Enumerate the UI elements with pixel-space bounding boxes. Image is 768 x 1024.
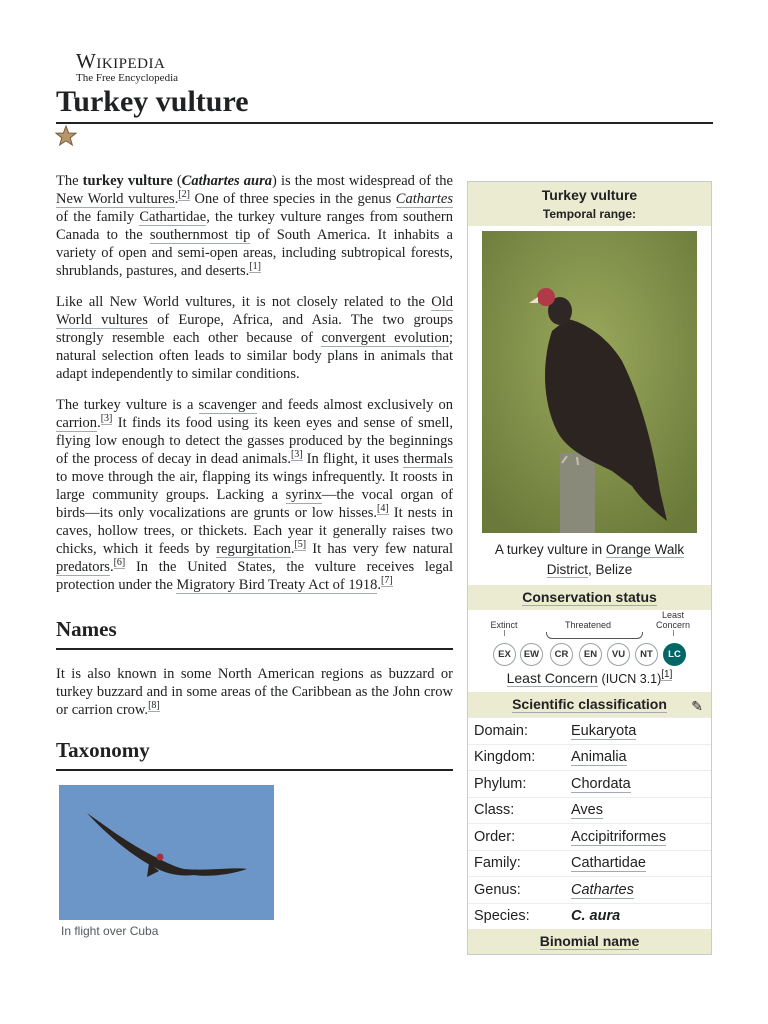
ref-link[interactable]: [1] bbox=[249, 261, 261, 273]
turkey-vulture-photo[interactable] bbox=[482, 231, 697, 533]
link-cathartes[interactable]: Cathartes bbox=[395, 191, 453, 207]
link-convergent-evolution[interactable]: convergent evolution bbox=[321, 330, 449, 346]
taxon-link[interactable]: Cathartidae bbox=[571, 855, 646, 872]
infobox-image-caption: A turkey vulture in Orange Walk District, Belize bbox=[468, 533, 711, 585]
status-vu[interactable]: VU bbox=[607, 643, 630, 666]
table-row bbox=[468, 744, 711, 771]
section-heading-names: Names bbox=[56, 616, 453, 650]
tick-extinct bbox=[504, 630, 505, 636]
rank-label: Phylum: bbox=[474, 775, 527, 792]
table-row bbox=[468, 903, 711, 930]
threatened-bracket bbox=[546, 632, 643, 639]
section-heading-taxonomy: Taxonomy bbox=[56, 737, 453, 771]
table-row bbox=[468, 850, 711, 877]
ref-link[interactable]: [7] bbox=[381, 575, 393, 587]
link-scavenger[interactable]: scavenger bbox=[198, 397, 257, 413]
link-migratory-bird-treaty-act[interactable]: Migratory Bird Treaty Act of 1918 bbox=[176, 577, 378, 593]
label-concern: Concern bbox=[655, 620, 691, 630]
table-row bbox=[468, 823, 711, 850]
status-en[interactable]: EN bbox=[579, 643, 602, 666]
link-syrinx[interactable]: syrinx bbox=[285, 487, 322, 503]
rank-label: Species: bbox=[474, 908, 530, 925]
taxon-link[interactable]: Aves bbox=[571, 802, 603, 819]
ref-link[interactable]: [3] bbox=[290, 449, 303, 461]
label-least: Least bbox=[661, 610, 685, 620]
logo-tagline: The Free Encyclopedia bbox=[76, 72, 179, 84]
rank-label: Family: bbox=[474, 855, 521, 872]
taxon-link[interactable]: Eukaryota bbox=[571, 722, 637, 739]
infobox-title: Turkey vulture bbox=[541, 187, 638, 203]
taxon-link[interactable]: Chordata bbox=[571, 775, 631, 792]
conservation-status-scale bbox=[468, 610, 711, 692]
tick-least-concern bbox=[673, 630, 674, 636]
species-name: C. aura bbox=[571, 908, 621, 925]
label-extinct: Extinct bbox=[490, 620, 518, 630]
wikipedia-logo[interactable] bbox=[76, 50, 216, 84]
status-lc[interactable]: LC bbox=[663, 643, 686, 666]
table-row bbox=[468, 717, 711, 744]
lead-paragraph-1: The turkey vulture (Cathartes aura) is the most widespread of the New World vultures.[2] One of three species in the genus Cathartes of the family Cathartidae, the turkey vulture ranges from southern Canada to the southernmost tip of South America. It inhabits a variety of open and semi-open areas, including subtropical forests, shrublands, pastures, and deserts.[1] bbox=[56, 173, 453, 279]
binomial-name-heading bbox=[468, 929, 711, 954]
vulture-in-flight-image bbox=[59, 785, 274, 920]
image-caption: In flight over Cuba bbox=[61, 924, 159, 938]
table-row bbox=[468, 797, 711, 824]
taxon-link[interactable]: Cathartes bbox=[571, 881, 634, 898]
perched-vulture-image bbox=[482, 231, 697, 533]
ref-link[interactable]: [6] bbox=[113, 557, 126, 569]
ref-link[interactable]: [3] bbox=[100, 413, 113, 425]
ref-link[interactable]: [4] bbox=[377, 503, 389, 515]
conservation-status-heading bbox=[468, 585, 711, 610]
rank-label: Genus: bbox=[474, 881, 521, 898]
infobox-header bbox=[468, 182, 711, 226]
bronze-star-icon[interactable] bbox=[54, 124, 78, 148]
status-ew[interactable]: EW bbox=[520, 643, 543, 666]
rank-label: Domain: bbox=[474, 722, 528, 739]
rank-label: Kingdom: bbox=[474, 749, 536, 766]
link-new-world-vultures[interactable]: New World vultures bbox=[56, 191, 175, 207]
link-orange-walk-district[interactable]: Orange Walk District bbox=[546, 542, 685, 577]
link-least-concern[interactable]: Least Concern bbox=[506, 670, 598, 686]
link-scientific-classification[interactable]: Scientific classification bbox=[512, 696, 667, 712]
ref-link[interactable]: [2] bbox=[178, 189, 190, 201]
label-threatened: Threatened bbox=[564, 620, 612, 630]
ref-link[interactable]: [1] bbox=[661, 669, 673, 681]
classification-table bbox=[468, 717, 711, 929]
link-old-world-vultures[interactable]: Old World vultures bbox=[56, 294, 453, 328]
status-ex[interactable]: EX bbox=[493, 643, 516, 666]
rank-label: Class: bbox=[474, 802, 515, 819]
flight-photo[interactable] bbox=[59, 785, 274, 920]
article-body bbox=[56, 172, 453, 938]
link-thermals[interactable]: thermals bbox=[403, 451, 453, 467]
link-southernmost-tip[interactable]: southernmost tip bbox=[149, 227, 251, 243]
page-title: Turkey vulture bbox=[56, 84, 713, 124]
link-conservation-status[interactable]: Conservation status bbox=[522, 589, 657, 605]
scientific-classification-heading bbox=[468, 692, 711, 717]
taxon-link[interactable]: Accipitriformes bbox=[571, 828, 667, 845]
taxon-link[interactable]: Animalia bbox=[571, 749, 627, 766]
status-nt[interactable]: NT bbox=[635, 643, 658, 666]
conservation-status-value: Least Concern (IUCN 3.1)[1] bbox=[506, 669, 673, 686]
link-regurgitation[interactable]: regurgitation bbox=[216, 541, 291, 557]
link-binomial-name[interactable]: Binomial name bbox=[539, 933, 640, 949]
names-paragraph: It is also known in some North American regions as buzzard or turkey buzzard and in some areas of the Caribbean as the John crow or carrion crow.[8] bbox=[56, 666, 453, 718]
ref-link[interactable]: [5] bbox=[294, 539, 307, 551]
link-carrion[interactable]: carrion bbox=[56, 415, 98, 431]
pencil-icon[interactable]: ✎ bbox=[691, 698, 703, 714]
lead-paragraph-3: The turkey vulture is a scavenger and feeds almost exclusively on carrion.[3] It finds its food using its keen eyes and sense of smell, flying low enough to detect the gasses produced by the beginnings of the process of decay in dead animals.[3] In flight, it uses thermals to move through the air, flapping its wings infrequently. It roosts in large community groups. Lacking a syrinx—the vocal organ of birds—its only vocalizations are grunts or low hisses.[4] It nests in caves, hollow trees, or thickets. Each year it generally raises two chicks, which it feeds by regurgitation.[5] It has very few natural predators.[6] In the United States, the vulture receives legal protection under the Migratory Bird Treaty Act of 1918.[7] bbox=[56, 397, 454, 593]
temporal-range-label: Temporal range: bbox=[542, 207, 637, 221]
ref-link[interactable]: [8] bbox=[148, 700, 160, 712]
link-predators[interactable]: predators bbox=[56, 559, 110, 575]
status-cr[interactable]: CR bbox=[550, 643, 573, 666]
rank-label: Order: bbox=[474, 828, 516, 845]
infobox-image-cell bbox=[468, 226, 711, 533]
infobox bbox=[467, 181, 712, 955]
table-row bbox=[468, 770, 711, 797]
lead-paragraph-2: Like all New World vultures, it is not closely related to the Old World vultures of Europe, Africa, and Asia. The two groups strongly resemble each other because of convergent evolution; natural selection often leads to similar body plans in animals that adapt independently to similar conditions. bbox=[56, 294, 453, 382]
link-cathartidae[interactable]: Cathartidae bbox=[139, 209, 207, 225]
logo-wordmark: Wikipedia bbox=[76, 49, 166, 73]
table-row bbox=[468, 876, 711, 903]
